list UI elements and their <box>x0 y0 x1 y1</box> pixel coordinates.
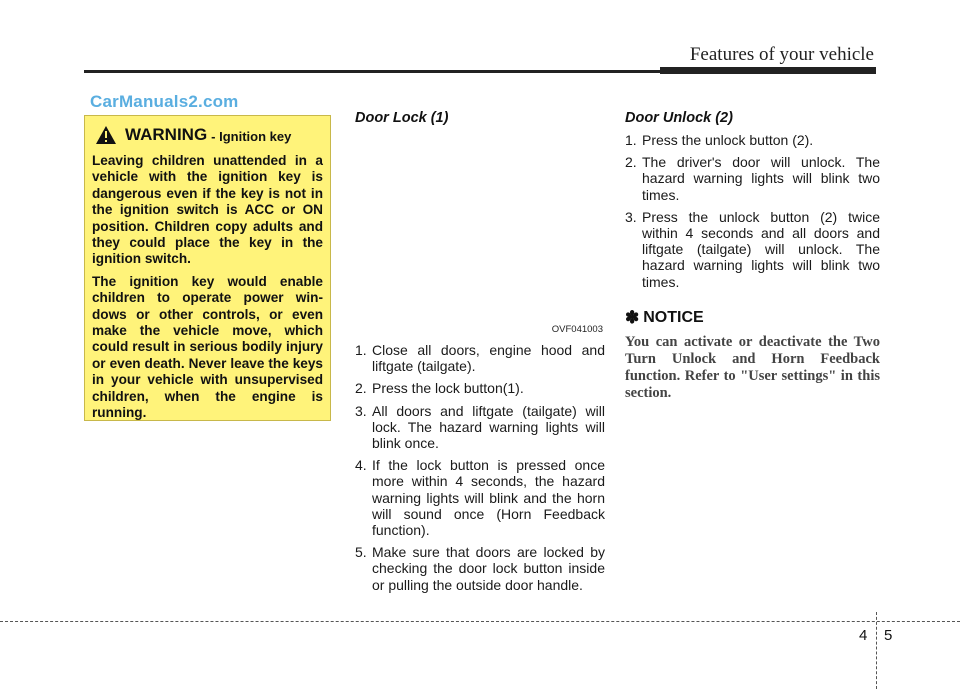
list-item: 3. All doors and liftgate (tailgate) will lock. The hazard warning lights will blink once. <box>355 402 605 452</box>
door-lock-section <box>355 110 605 126</box>
door-unlock-title: Door Unlock (2) <box>625 110 733 126</box>
figure-caption: OVF041003 <box>551 324 603 335</box>
list-item: 1. Close all doors, engine hood and liftgate (tailgate). <box>355 342 605 375</box>
door-unlock-section <box>625 110 880 126</box>
notice-section <box>625 308 880 402</box>
list-item: 2. The driver's door will unlock. The hazard warning lights will blink two times. <box>625 154 880 203</box>
warning-heading: WARNING <box>125 125 208 144</box>
page-header-title: Features of your vehicle <box>689 44 874 65</box>
list-item: 5. Make sure that doors are locked by checking the door lock button inside or pulling the outside door handle. <box>355 544 605 593</box>
door-lock-figure <box>355 140 605 337</box>
header-rule-thick <box>660 67 876 74</box>
list-item: 1. Press the unlock button (2). <box>625 132 814 148</box>
warning-box <box>84 115 331 421</box>
watermark: CarManuals2.com <box>90 92 239 111</box>
notice-heading <box>625 308 880 328</box>
list-item: 4. If the lock button is pressed once more within 4 seconds, the hazard warning lights will blink and the horn will sound once (Horn Feedback function). <box>355 457 605 539</box>
footer-rule <box>0 621 960 622</box>
door-unlock-steps <box>625 132 880 296</box>
door-lock-steps <box>355 342 605 599</box>
chapter-number: 4 <box>859 627 868 644</box>
list-item: 3. Press the unlock button (2) twice within 4 seconds and all doors and liftgate (tailgate) will unlock. The hazard warning lights will blink two times. <box>625 208 880 290</box>
notice-body: You can activate or deactivate the Two Turn Unlock and Horn Feedback function. Refer to "User settings" in this section. <box>625 334 880 401</box>
notice-heading-text: NOTICE <box>643 309 704 326</box>
list-item: 2. Press the lock button(1). <box>355 380 524 397</box>
page-number: 5 <box>884 627 893 644</box>
warning-paragraph: The ignition key would enable children to operate power win-dows or other controls, or even make the vehicle move, which could result in serious bodily injury or even death. Never leave the keys in your vehicle with unsupervised children, when the engine is running. <box>92 273 323 421</box>
warning-paragraph: Leaving children unattended in a vehicle with the ignition key is dangerous even if the key is not in the ignition switch is ACC or ON position. Children copy adults and they could place the key in the ignition switch. <box>92 153 323 267</box>
warning-triangle-icon <box>95 125 117 145</box>
footer-divider <box>876 612 877 689</box>
warning-title <box>95 121 323 149</box>
notice-star-icon: ✽ <box>625 308 640 327</box>
door-lock-title: Door Lock (1) <box>355 110 449 126</box>
header-rule <box>84 70 660 73</box>
warning-subheading: - Ignition key <box>211 128 292 144</box>
